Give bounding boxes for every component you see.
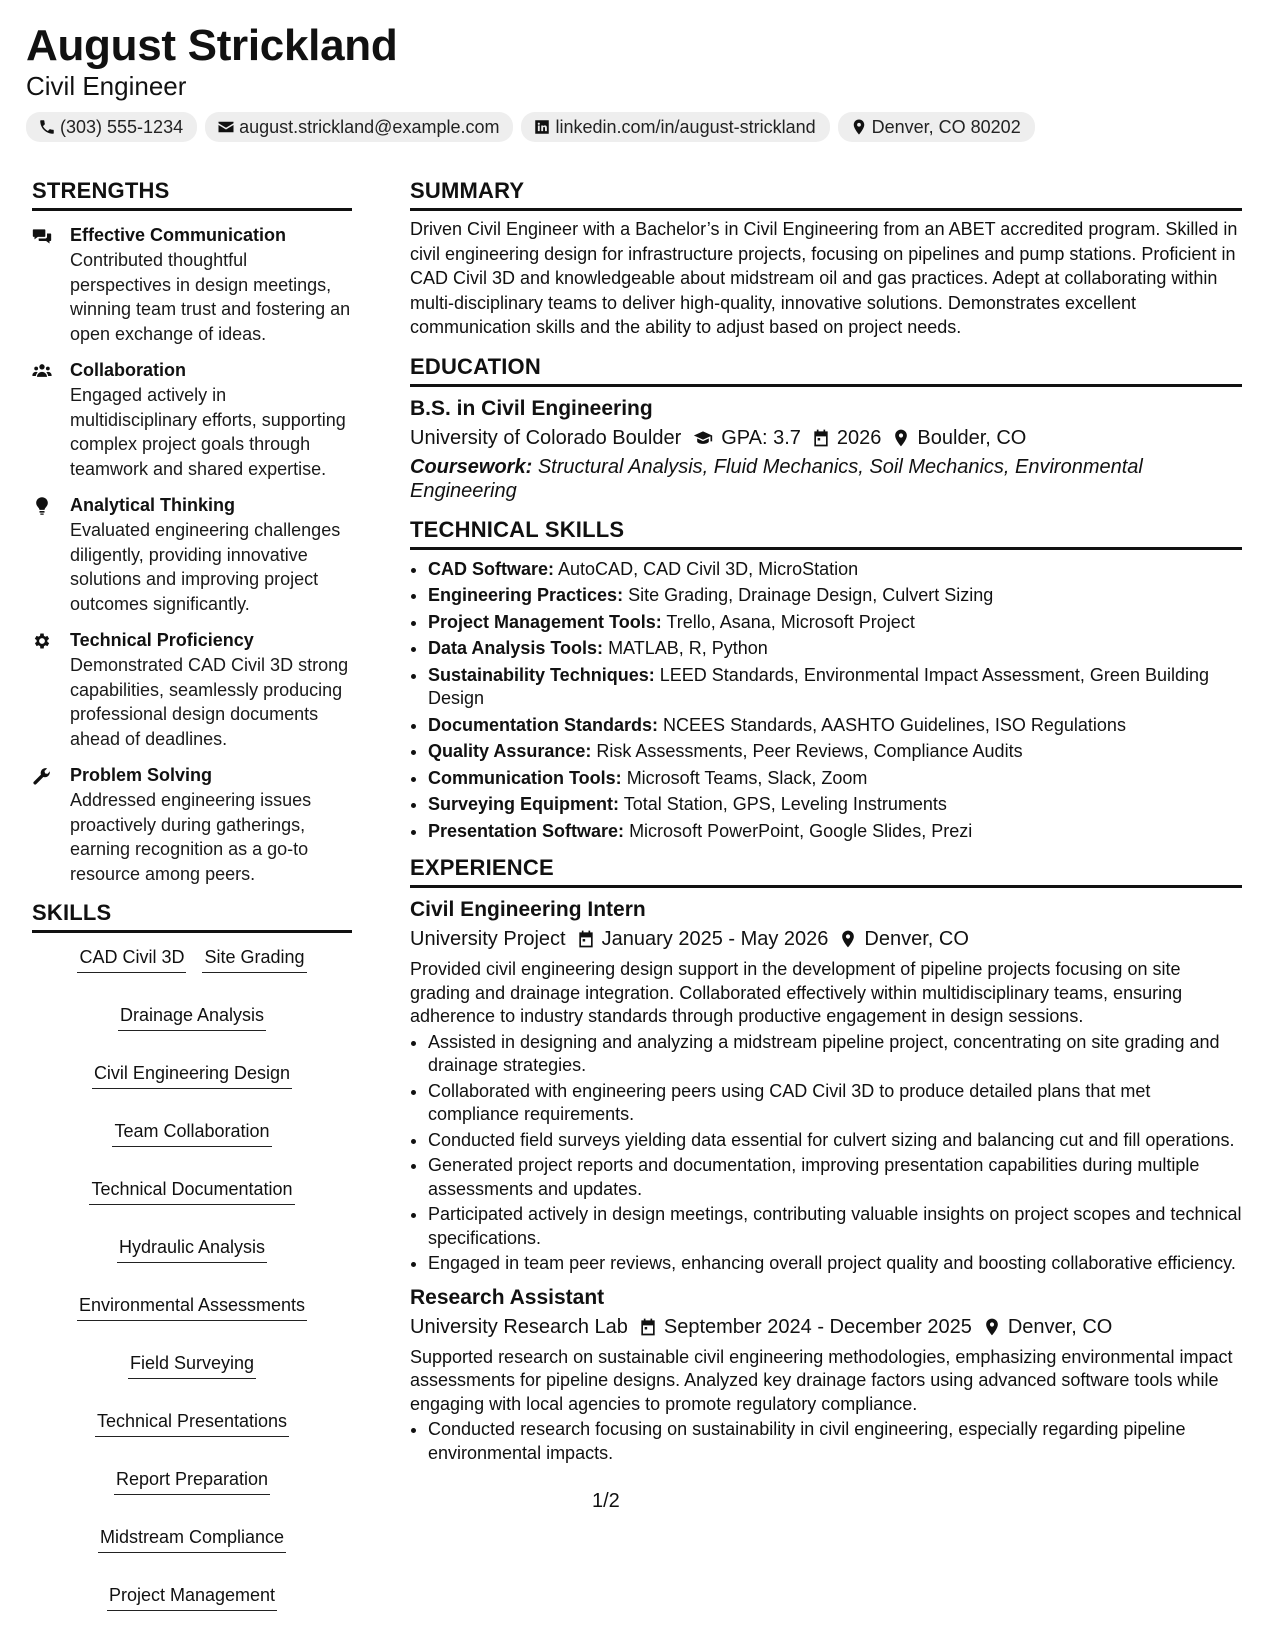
job-title: Civil Engineer xyxy=(26,71,187,102)
strength-name: Technical Proficiency xyxy=(70,630,254,650)
calendar-icon xyxy=(638,1317,658,1337)
skill-tag: Field Surveying xyxy=(128,1351,256,1379)
job-entry xyxy=(410,1284,1242,1466)
job-title: Research Assistant xyxy=(410,1285,605,1309)
list-item: • CAD Software: AutoCAD, CAD Civil 3D, MicroStation xyxy=(428,558,1242,582)
skill-tag: Project Management xyxy=(107,1583,277,1611)
strength-desc: Contributed thoughtful perspectives in design meetings, winning team trust and fostering an open exchange of ideas. xyxy=(70,250,351,344)
skill-tag: Technical Presentations xyxy=(95,1409,289,1437)
job-org: University Research Lab xyxy=(410,1315,628,1338)
left-column xyxy=(32,178,352,1611)
list-item: • Conducted field surveys yielding data essential for culvert sizing and balancing cut and fill operations. xyxy=(428,1129,1242,1153)
skill-tag: Site Grading xyxy=(202,945,306,973)
job-location: Denver, CO xyxy=(864,928,969,950)
lightbulb-icon xyxy=(32,496,52,516)
list-item: • Sustainability Techniques: LEED Standards, Environmental Impact Assessment, Green Building Design xyxy=(428,664,1242,711)
phone-text: (303) 555-1234 xyxy=(60,116,184,137)
job-entry xyxy=(410,896,1242,1276)
strength-desc: Evaluated engineering challenges diligently, providing innovative solutions and improving project outcomes significantly. xyxy=(70,520,341,614)
linkedin-text: linkedin.com/in/august-strickland xyxy=(555,116,816,137)
list-item: • Project Management Tools: Trello, Asana, Microsoft Project xyxy=(428,611,1242,635)
list-item: • Engineering Practices: Site Grading, Drainage Design, Culvert Sizing xyxy=(428,584,1242,608)
linkedin-icon xyxy=(533,118,551,136)
skill-tag: Report Preparation xyxy=(114,1467,270,1495)
education-heading: EDUCATION xyxy=(410,354,1242,387)
list-item: • Participated actively in design meetings, contributing valuable insights on project scopes and technical specifications. xyxy=(428,1203,1242,1250)
list-item: • Communication Tools: Microsoft Teams, Slack, Zoom xyxy=(428,767,1242,791)
experience-heading: EXPERIENCE xyxy=(410,855,1242,888)
email-text: august.strickland@example.com xyxy=(239,116,500,137)
job-meta xyxy=(410,924,1242,954)
list-item: • Collaborated with engineering peers using CAD Civil 3D to produce detailed plans that met compliance requirements. xyxy=(428,1080,1242,1127)
strength-desc: Engaged actively in multidisciplinary efforts, supporting complex project goals through teamwork and shared expertise. xyxy=(70,385,346,479)
job-bullets xyxy=(410,1031,1242,1276)
calendar-icon xyxy=(576,929,596,949)
resume-header xyxy=(26,22,1035,142)
right-column xyxy=(410,178,1242,1467)
job-description: Supported research on sustainable civil engineering methodologies, emphasizing environmental impact assessments for pipeline designs. Analyzed key drainage factors using advanced software tools while engaging with local agencies to promote regulatory compliance. xyxy=(410,1346,1233,1414)
list-item: • Documentation Standards: NCEES Standards, AASHTO Guidelines, ISO Regulations xyxy=(428,714,1242,738)
contact-bar xyxy=(26,112,1035,142)
school-location: Boulder, CO xyxy=(917,426,1027,449)
strength-desc: Demonstrated CAD Civil 3D strong capabilities, seamlessly producing professional design documents ahead of deadlines. xyxy=(70,655,349,749)
page-number: 1/2 xyxy=(592,1490,620,1512)
degree-title: B.S. in Civil Engineering xyxy=(410,396,653,420)
graduation-year: 2026 xyxy=(836,426,882,449)
technical-skills-list xyxy=(410,558,1242,844)
coursework xyxy=(410,455,1242,503)
users-icon xyxy=(32,361,52,381)
strength-name: Collaboration xyxy=(70,360,186,380)
strength-name: Problem Solving xyxy=(70,765,213,785)
skill-tag: Midstream Compliance xyxy=(98,1525,286,1553)
candidate-name: August Strickland xyxy=(26,21,398,70)
skill-tag: Environmental Assessments xyxy=(77,1293,307,1321)
coursework-label: Coursework: xyxy=(410,455,533,478)
skills-list xyxy=(32,945,352,1611)
location-text: Denver, CO 80202 xyxy=(871,116,1021,137)
list-item: • Engaged in team peer reviews, enhancing overall project quality and boosting collaborative efficiency. xyxy=(428,1252,1242,1276)
job-location: Denver, CO xyxy=(1007,1315,1113,1338)
skill-tag: Team Collaboration xyxy=(112,1119,271,1147)
location-pin-icon xyxy=(982,1317,1002,1337)
list-item: • Conducted research focusing on sustainability in civil engineering, especially regarding pipeline environmental impacts. xyxy=(428,1418,1242,1465)
job-org: University Project xyxy=(410,928,566,950)
location-pin-icon xyxy=(838,929,858,949)
list-item: • Assisted in designing and analyzing a midstream pipeline project, concentrating on site grading and drainage strategies. xyxy=(428,1031,1242,1078)
skills-section xyxy=(32,900,352,1611)
gear-icon xyxy=(32,631,52,651)
job-description: Provided civil engineering design support in the development of pipeline projects focusing on site grading and drainage integration. Collaborated effectively within multidisciplinary teams, ensuring adherence to industry standards through productive engagement in design sessions. xyxy=(410,959,1183,1026)
strength-desc: Addressed engineering issues proactively during gatherings, earning recognition as a go-to resource among peers. xyxy=(70,790,312,884)
strength-item xyxy=(32,358,352,481)
location-pin-icon xyxy=(891,428,911,448)
list-item: • Data Analysis Tools: MATLAB, R, Python xyxy=(428,637,1242,661)
skill-tag: CAD Civil 3D xyxy=(77,945,186,973)
education-meta xyxy=(410,423,1242,453)
email-contact[interactable] xyxy=(205,112,513,142)
phone-icon xyxy=(38,118,56,136)
strengths-list xyxy=(32,223,352,886)
gpa: GPA: 3.7 xyxy=(721,426,801,449)
skill-tag: Civil Engineering Design xyxy=(92,1061,292,1089)
strength-item xyxy=(32,493,352,616)
skill-tag: Hydraulic Analysis xyxy=(117,1235,267,1263)
skills-heading: SKILLS xyxy=(32,900,352,933)
location-contact[interactable] xyxy=(838,112,1035,142)
list-item: • Surveying Equipment: Total Station, GPS, Leveling Instruments xyxy=(428,793,1242,817)
comments-icon xyxy=(32,226,52,246)
phone-contact[interactable] xyxy=(26,112,197,142)
strength-item xyxy=(32,223,352,346)
job-meta xyxy=(410,1312,1242,1342)
strength-item xyxy=(32,763,352,886)
coursework-list: Structural Analysis, Fluid Mechanics, Soil Mechanics, Environmental Engineering xyxy=(410,455,1143,502)
job-dates: January 2025 - May 2026 xyxy=(601,928,829,950)
envelope-icon xyxy=(217,118,235,136)
summary-text: Driven Civil Engineer with a Bachelor’s in Civil Engineering from an ABET accredited program. Skilled in civil engineering design for infrastructure projects, focusing on pipelines and pump stations. Proficient in CAD Civil 3D and knowledgeable about midstream oil and gas practices. Adept at collaborating within multi-disciplinary teams to deliver high-quality, innovative solutions. Demonstrates excellent communication skills and the ability to adjust based on project needs. xyxy=(410,219,1238,337)
linkedin-contact[interactable] xyxy=(521,112,829,142)
job-title: Civil Engineering Intern xyxy=(410,898,646,921)
graduation-cap-icon xyxy=(691,428,715,448)
list-item: • Presentation Software: Microsoft PowerPoint, Google Slides, Prezi xyxy=(428,820,1242,844)
skill-tag: Drainage Analysis xyxy=(118,1003,266,1031)
school-name: University of Colorado Boulder xyxy=(410,426,682,449)
calendar-icon xyxy=(811,428,831,448)
job-bullets xyxy=(410,1418,1242,1465)
technical-skills-heading: TECHNICAL SKILLS xyxy=(410,517,1242,550)
strength-item xyxy=(32,628,352,751)
job-dates: September 2024 - December 2025 xyxy=(663,1315,972,1338)
list-item: • Generated project reports and documentation, improving presentation capabilities during multiple assessments and updates. xyxy=(428,1154,1242,1201)
strength-name: Effective Communication xyxy=(70,225,287,245)
wrench-icon xyxy=(32,766,52,786)
summary-heading: SUMMARY xyxy=(410,178,1242,211)
skill-tag: Technical Documentation xyxy=(89,1177,294,1205)
location-pin-icon xyxy=(850,118,868,136)
strength-name: Analytical Thinking xyxy=(70,495,236,515)
list-item: • Quality Assurance: Risk Assessments, Peer Reviews, Compliance Audits xyxy=(428,740,1242,764)
strengths-heading: STRENGTHS xyxy=(32,178,352,211)
